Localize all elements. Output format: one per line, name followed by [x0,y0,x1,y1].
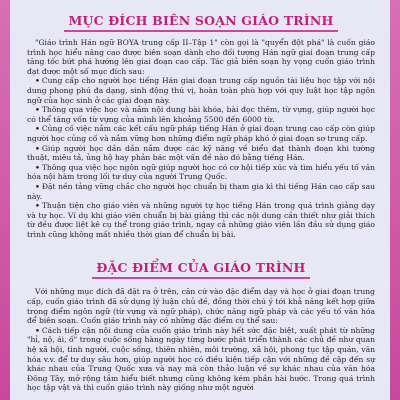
bullet-icon: • [35,162,40,172]
bullet-icon: • [35,124,40,134]
section-1-title: MỤC ĐÍCH BIÊN SOẠN GIÁO TRÌNH [64,13,337,32]
bullet-icon: • [35,143,40,153]
bullet-icon: • [35,201,40,211]
section-1-bullet: • Đặt nền tảng vững chắc cho người học chuẩn bị tham gia kì thi tiếng Hán cao cấp sau này. [27,181,375,201]
section-2-title: ĐẶC ĐIỂM CỦA GIÁO TRÌNH [92,260,309,279]
section-2-intro: Với những mục đích đã đặt ra ở trên, căn cứ vào đặc điểm dạy và học ở giai đoạn trung cấp, cuốn giáo trình đã sử dụng lý luận chủ đề, đồng thời chú ý tới khả năng kết hợp giữa trọng điểm ngôn ngữ (từ vựng và ngữ pháp), chức năng ngữ pháp và các yếu tố văn hóa để biên soạn. Cuốn giáo trình này có những đặc điểm cụ thể sau: [27,287,375,326]
document-page [10,0,390,400]
left-page-border [0,0,10,400]
section-1-bullet: • Thuận tiện cho giáo viên và những người tự học tiếng Hán trong quá trình giảng dạy và tự học. Ví dụ khi giáo viên chuẩn bị bài giảng thì các nội dung cần thiết như giải thích từ đều được liệt kê cụ thể trong giáo trình, ngay cả những giáo viên lần đầu sử dụng giáo trình cũng không mất nhiều thời gian để chuẩn bị bài. [27,201,375,239]
section-1-bullet: • Cung cấp cho người học tiếng Hán giai đoạn trung cấp nguồn tài liệu học tập với nội dung phong phú đa dạng, sinh động thú vị, hoàn toàn phù hợp với quy luật học tập ngôn ngữ của học sinh ở các giai đoạn này. [27,76,375,105]
bullet-icon: • [35,76,40,86]
bullet-icon: • [35,325,40,335]
bullet-icon: • [35,181,40,191]
section-heading-wrap [27,10,375,32]
bullet-icon: • [35,105,40,115]
section-1-bullet: • Củng cố việc nắm các kết cấu ngữ pháp tiếng Hán ở giai đoạn trung cao cấp còn giúp người học củng cố và nắm vững hơn những điểm ngữ pháp khó ở giai đoạn sơ trung cấp. [27,124,375,143]
section-1-intro: "Giáo trình Hán ngữ BOYA trung cấp II–Tập 1" còn gọi là "quyển đột phá" là cuốn giáo trình học hiểu nâng cao được biên soạn dành cho đối tượng Hán ngữ giai đoạn trung cấp tăng tốc bứt phá hướng lên giai đoạn cao cấp. Tác giả biên soạn hy vọng cuốn giáo trình đạt được một số mục đích sau: [27,38,375,76]
section-1-bullet: • Giúp người học dần dần nắm được các kỹ năng về biểu đạt thành đoạn khi tường thuật, miêu tả, ủng hộ hay phản bác một vấn đề nào đó bằng tiếng Hán. [27,143,375,163]
right-page-border [390,0,400,400]
section-2-bullet: • Cách tiếp cận nội dung của cuốn giáo trình này hết sức đặc biệt, xuất phát từ những "hỉ, nộ, ái, ố" trong cuộc sống hàng ngày từng bước phát triển thành các chủ đề như quan hệ xã hội, tình người, cuộc sống, thiên nhiên, môi trường, xã hội, phong tục tập quán, văn hóa v.v. để tư duy sâu hơn, giúp người học có điều kiện tiếp cận với những đề cập đến sự khác nhau của Trung Quốc xưa và nay mà còn thảo luận về sự khác nhau của văn hóa Đông Tây, mở rộng tầm hiểu biết nhưng cũng không kém phần hài hước. Trong quá trình học tập vật và thì cuốn giáo trình này giống như một người [27,325,375,393]
section-heading-wrap [27,257,375,279]
section-1-bullet: • Thông qua việc học ngôn ngữ giúp người học có cơ hội tiếp xúc và tìm hiểu yếu tố văn hóa nội hàm trong lối tư duy của người Trung Quốc. [27,162,375,182]
section-1-bullet: • Thông qua việc học và nắm nội dung bài khóa, bài đọc thêm, từ vựng, giúp người học có thể tăng vốn từ vựng của mình lên khoảng 5500 đến 6000 từ. [27,105,375,124]
